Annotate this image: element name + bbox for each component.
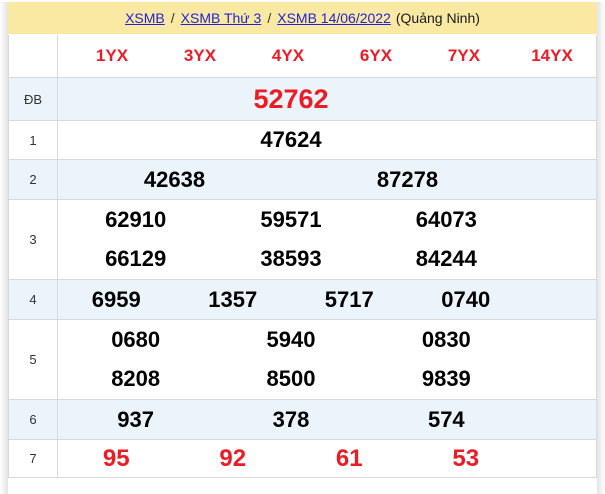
- prize-row-db: [9, 78, 596, 121]
- prize-value: 62910: [105, 206, 167, 232]
- prize-label-6: 6: [9, 400, 58, 439]
- breadcrumb: [3, 2, 602, 34]
- prize-row-1: [9, 121, 596, 160]
- breadcrumb-link-xsmb-date[interactable]: XSMB 14/06/2022: [277, 10, 391, 26]
- prize-value: 0740: [441, 286, 491, 312]
- prize-value: 53: [452, 444, 480, 472]
- prize-label-7: 7: [9, 440, 58, 477]
- prize-value: 84244: [415, 246, 477, 272]
- prize-value: 92: [219, 444, 247, 472]
- prize-value: 5717: [324, 286, 374, 312]
- prize-label-db: ĐB: [9, 78, 58, 120]
- breadcrumb-link-xsmb-thu3[interactable]: XSMB Thứ 3: [180, 10, 262, 26]
- prize-label-4: 4: [9, 280, 58, 319]
- prize-value: 378: [272, 406, 310, 432]
- prize-value: 87278: [376, 166, 439, 192]
- table-header-row: [9, 35, 596, 78]
- prize-value: 64073: [415, 206, 477, 232]
- prize-row-2: [9, 160, 596, 200]
- prize-value: 0830: [421, 326, 471, 352]
- header-empty-cell: [9, 35, 58, 77]
- column-header-6yx: 6YX: [359, 46, 393, 65]
- prize-value: 61: [335, 444, 363, 472]
- prize-value: 0680: [111, 326, 161, 352]
- column-header-14yx: 14YX: [531, 46, 573, 65]
- prize-value: 574: [427, 406, 465, 432]
- prize-label-3: 3: [9, 200, 58, 279]
- prize-value: 8208: [111, 366, 161, 392]
- prize-value: 38593: [260, 246, 322, 272]
- page-right-gutter: [597, 2, 605, 494]
- prize-value: 6959: [91, 286, 141, 312]
- column-header-1yx: 1YX: [95, 46, 129, 65]
- column-header-3yx: 3YX: [183, 46, 217, 65]
- prize-value: 59571: [260, 206, 322, 232]
- column-header-7yx: 7YX: [447, 46, 481, 65]
- prize-row-6: [9, 400, 596, 440]
- prize-value: 9839: [421, 366, 471, 392]
- prize-value: 42638: [143, 166, 206, 192]
- column-header-4yx: 4YX: [271, 46, 305, 65]
- prize-label-5: 5: [9, 320, 58, 399]
- prize-value: 95: [102, 444, 130, 472]
- prize-value: 47624: [260, 127, 322, 152]
- breadcrumb-separator: /: [267, 10, 272, 26]
- prize-value: 8500: [266, 366, 316, 392]
- prize-label-2: 2: [9, 160, 58, 199]
- prize-row-5: [9, 320, 596, 400]
- prize-value: 1357: [208, 286, 258, 312]
- page-left-gutter: [0, 2, 8, 494]
- prize-value: 66129: [105, 246, 167, 272]
- prize-value: 5940: [266, 326, 316, 352]
- prize-row-7: [9, 440, 596, 478]
- breadcrumb-location: (Quảng Ninh): [395, 10, 480, 26]
- prize-row-4: [9, 280, 596, 320]
- results-table: [8, 35, 597, 478]
- breadcrumb-link-xsmb[interactable]: XSMB: [125, 10, 165, 26]
- prize-value: 52762: [253, 83, 329, 114]
- prize-label-1: 1: [9, 121, 58, 159]
- prize-row-3: [9, 200, 596, 280]
- prize-value: 937: [117, 406, 155, 432]
- breadcrumb-separator: /: [170, 10, 175, 26]
